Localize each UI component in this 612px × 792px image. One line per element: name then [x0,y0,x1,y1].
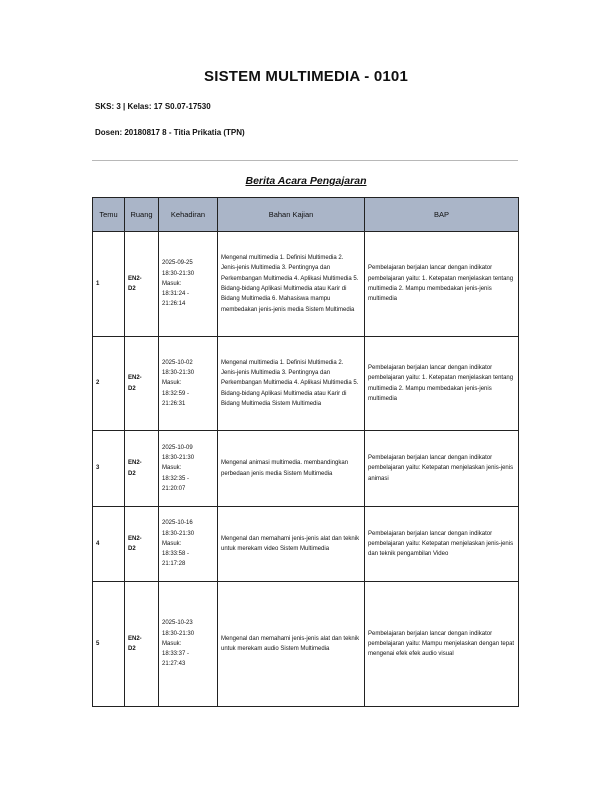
cell-bap: Pembelajaran berjalan lancar dengan indikator pembelajaran yaitu: Ketepatan menjelaskan jenis-jenis dan teknik pengambilan Video [365,507,519,582]
cell-bahan-kajian: Mengenal multimedia 1. Definisi Multimedia 2. Jenis-jenis Multimedia 3. Pentingnya dan Perkembangan Multimedia 4. Aplikasi Multimedia 5. Bidang-bidang Aplikasi Multimedia atau Karir di Bidang Multimedia 6. Mahasiswa mampu membedakan jenis-jenis media Sistem Multimedia [218,232,365,337]
cell-ruang: EN2- D2 [125,507,159,582]
cell-bap: Pembelajaran berjalan lancar dengan indikator pembelajaran yaitu: Ketepatan menjelaskan jenis-jenis animasi [365,431,519,507]
cell-kehadiran: 2025-10-02 18:30-21:30 Masuk: 18:32:59 - 21:26:31 [159,337,218,431]
cell-temu: 5 [93,582,125,707]
document-title: SISTEM MULTIMEDIA - 0101 [204,68,408,85]
cell-ruang: EN2- D2 [125,337,159,431]
table-row [93,337,519,431]
lecturer-line: Dosen: 20180817 8 - Titia Prikatia (TPN) [95,128,245,137]
header-bap: BAP [365,198,519,232]
cell-bahan-kajian: Mengenal multimedia 1. Definisi Multimedia 2. Jenis-jenis Multimedia 3. Pentingnya dan Perkembangan Multimedia 4. Aplikasi Multimedia 5. Bidang-bidang Aplikasi Multimedia atau Karir di Bidang Multimedia Sistem Multimedia [218,337,365,431]
cell-bap: Pembelajaran berjalan lancar dengan indikator pembelajaran yaitu: Mampu menjelaskan dengan tepat mengenai efek efek audio visual [365,582,519,707]
cell-bahan-kajian: Mengenal dan memahami jenis-jenis alat dan teknik untuk merekam audio Sistem Multimedia [218,582,365,707]
cell-bahan-kajian: Mengenal animasi multimedia. membandingkan perbedaan jenis media Sistem Multimedia [218,431,365,507]
header-kehadiran: Kehadiran [159,198,218,232]
cell-kehadiran: 2025-10-09 18:30-21:30 Masuk: 18:32:35 - 21:20:07 [159,431,218,507]
cell-bap: Pembelajaran berjalan lancar dengan indikator pembelajaran yaitu: 1. Ketepatan menjelaskan tentang multimedia 2. Mampu membedakan jenis-jenis multimedia [365,337,519,431]
divider-line [92,160,518,161]
table-row [93,507,519,582]
header-bahan-kajian: Bahan Kajian [218,198,365,232]
cell-bap: Pembelajaran berjalan lancar dengan indikator pembelajaran yaitu: 1. Ketepatan menjelaskan tentang multimedia 2. Mampu membedakan jenis-jenis multimedia [365,232,519,337]
cell-ruang: EN2- D2 [125,582,159,707]
cell-bahan-kajian: Mengenal dan memahami jenis-jenis alat dan teknik untuk merekam video Sistem Multimedia [218,507,365,582]
cell-ruang: EN2- D2 [125,431,159,507]
header-temu: Temu [93,198,125,232]
teaching-record-table [92,197,519,707]
table-row [93,431,519,507]
section-subtitle: Berita Acara Pengajaran [245,175,367,187]
sks-class-line: SKS: 3 | Kelas: 17 S0.07-17530 [95,102,211,111]
table-header-row [93,198,519,232]
cell-ruang: EN2- D2 [125,232,159,337]
table-row [93,232,519,337]
table-row [93,582,519,707]
cell-temu: 4 [93,507,125,582]
cell-kehadiran: 2025-09-25 18:30-21:30 Masuk: 18:31:24 - 21:26:14 [159,232,218,337]
header-ruang: Ruang [125,198,159,232]
cell-kehadiran: 2025-10-16 18:30-21:30 Masuk: 18:33:58 - 21:17:28 [159,507,218,582]
cell-temu: 2 [93,337,125,431]
cell-temu: 1 [93,232,125,337]
cell-kehadiran: 2025-10-23 18:30-21:30 Masuk: 18:33:37 - 21:27:43 [159,582,218,707]
cell-temu: 3 [93,431,125,507]
